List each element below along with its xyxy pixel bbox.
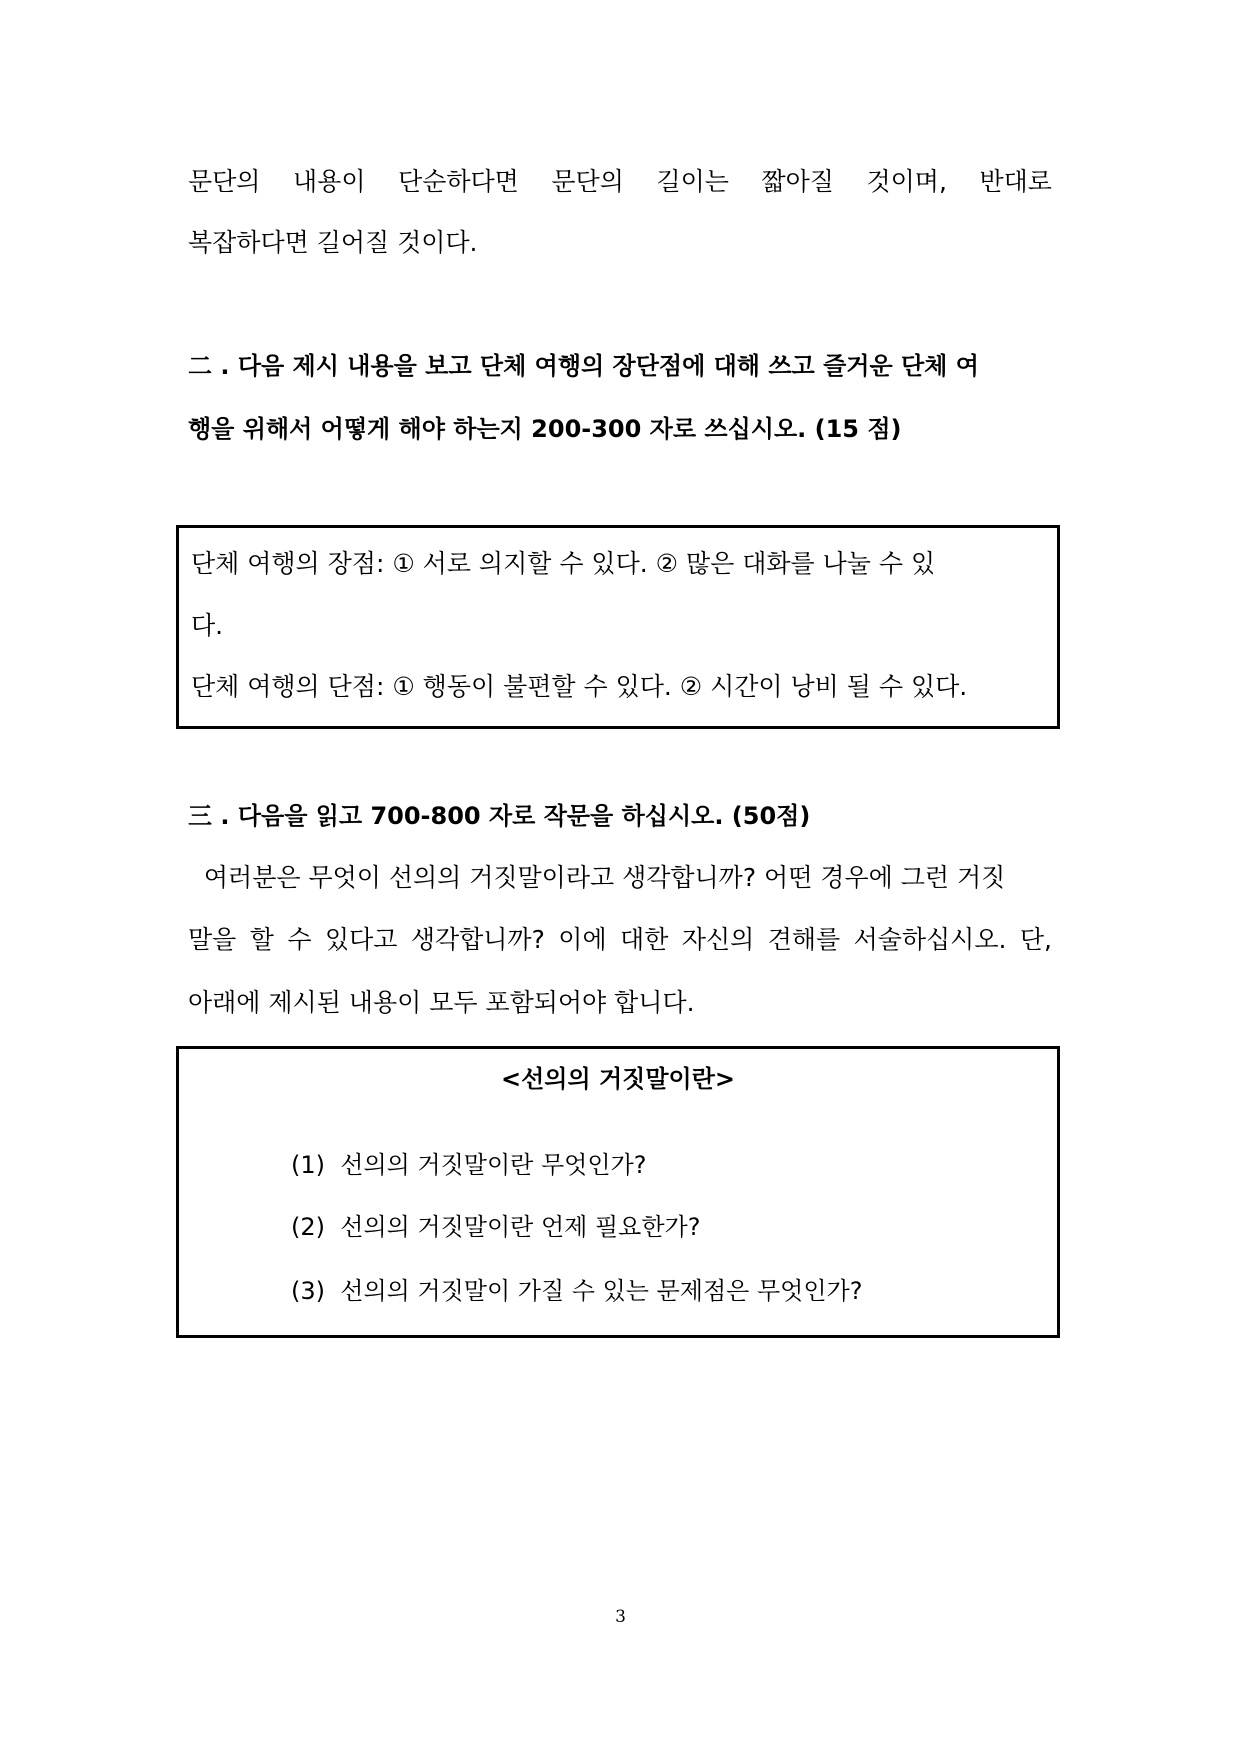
question-item-2: (2) 선의의 거짓말이란 언제 필요한가? — [291, 1213, 701, 1241]
word: 반대로 — [979, 167, 1052, 196]
word: 내용이 — [293, 167, 366, 196]
word: 수 — [287, 925, 312, 954]
section-3-prompt-line-2 — [188, 924, 1052, 956]
box-title: <선의의 거짓말이란> — [500, 1065, 736, 1093]
cons-line: 단체 여행의 단점: ① 행동이 불편할 수 있다. ② 시간이 낭비 될 수 있다. — [191, 672, 968, 701]
section-3-prompt-line-3: 아래에 제시된 내용이 모두 포함되어야 합니다. — [188, 988, 695, 1017]
word: 짧아질 — [761, 167, 834, 196]
word: 서술하십시오. — [853, 925, 1007, 954]
white-lie-questions-box — [176, 1046, 1060, 1338]
word: 문단의 — [551, 167, 624, 196]
word: 말을 — [188, 925, 237, 954]
pros-line-2: 다. — [191, 611, 224, 640]
word: 자신의 — [681, 925, 755, 954]
word: 있다고 — [324, 925, 398, 954]
question-item-1: (1) 선의의 거짓말이란 무엇인가? — [291, 1151, 647, 1179]
word: 문단의 — [188, 167, 261, 196]
pros-cons-box — [176, 525, 1060, 729]
intro-paragraph-line-2: 복잡하다면 길어질 것이다. — [188, 228, 478, 257]
word: 대한 — [620, 925, 669, 954]
page-number: 3 — [615, 1607, 626, 1627]
word: 길이는 — [656, 167, 729, 196]
word: 이에 — [558, 925, 607, 954]
word: 견해를 — [767, 925, 841, 954]
word: 단순하다면 — [398, 167, 519, 196]
section-2-heading-line-2: 행을 위해서 어떻게 해야 하는지 200-300 자로 쓰십시오. (15 점) — [188, 415, 902, 443]
intro-paragraph-line-1 — [188, 166, 1052, 198]
pros-line-1: 단체 여행의 장점: ① 서로 의지할 수 있다. ② 많은 대화를 나눌 수 있 — [191, 549, 936, 578]
word: 할 — [249, 925, 274, 954]
word: 생각합니까? — [410, 925, 545, 954]
question-item-3: (3) 선의의 거짓말이 가질 수 있는 문제점은 무엇인가? — [291, 1277, 863, 1305]
section-3-heading: 三 . 다음을 읽고 700-800 자로 작문을 하십시오. (50점) — [188, 802, 811, 830]
word: 것이며, — [866, 167, 947, 196]
section-3-prompt-line-1: 여러분은 무엇이 선의의 거짓말이라고 생각합니까? 어떤 경우에 그런 거짓 — [188, 863, 1006, 892]
word: 단, — [1019, 925, 1052, 954]
section-2-heading-line-1: 二 . 다음 제시 내용을 보고 단체 여행의 장단점에 대해 쓰고 즐거운 단체 여 — [188, 352, 979, 380]
